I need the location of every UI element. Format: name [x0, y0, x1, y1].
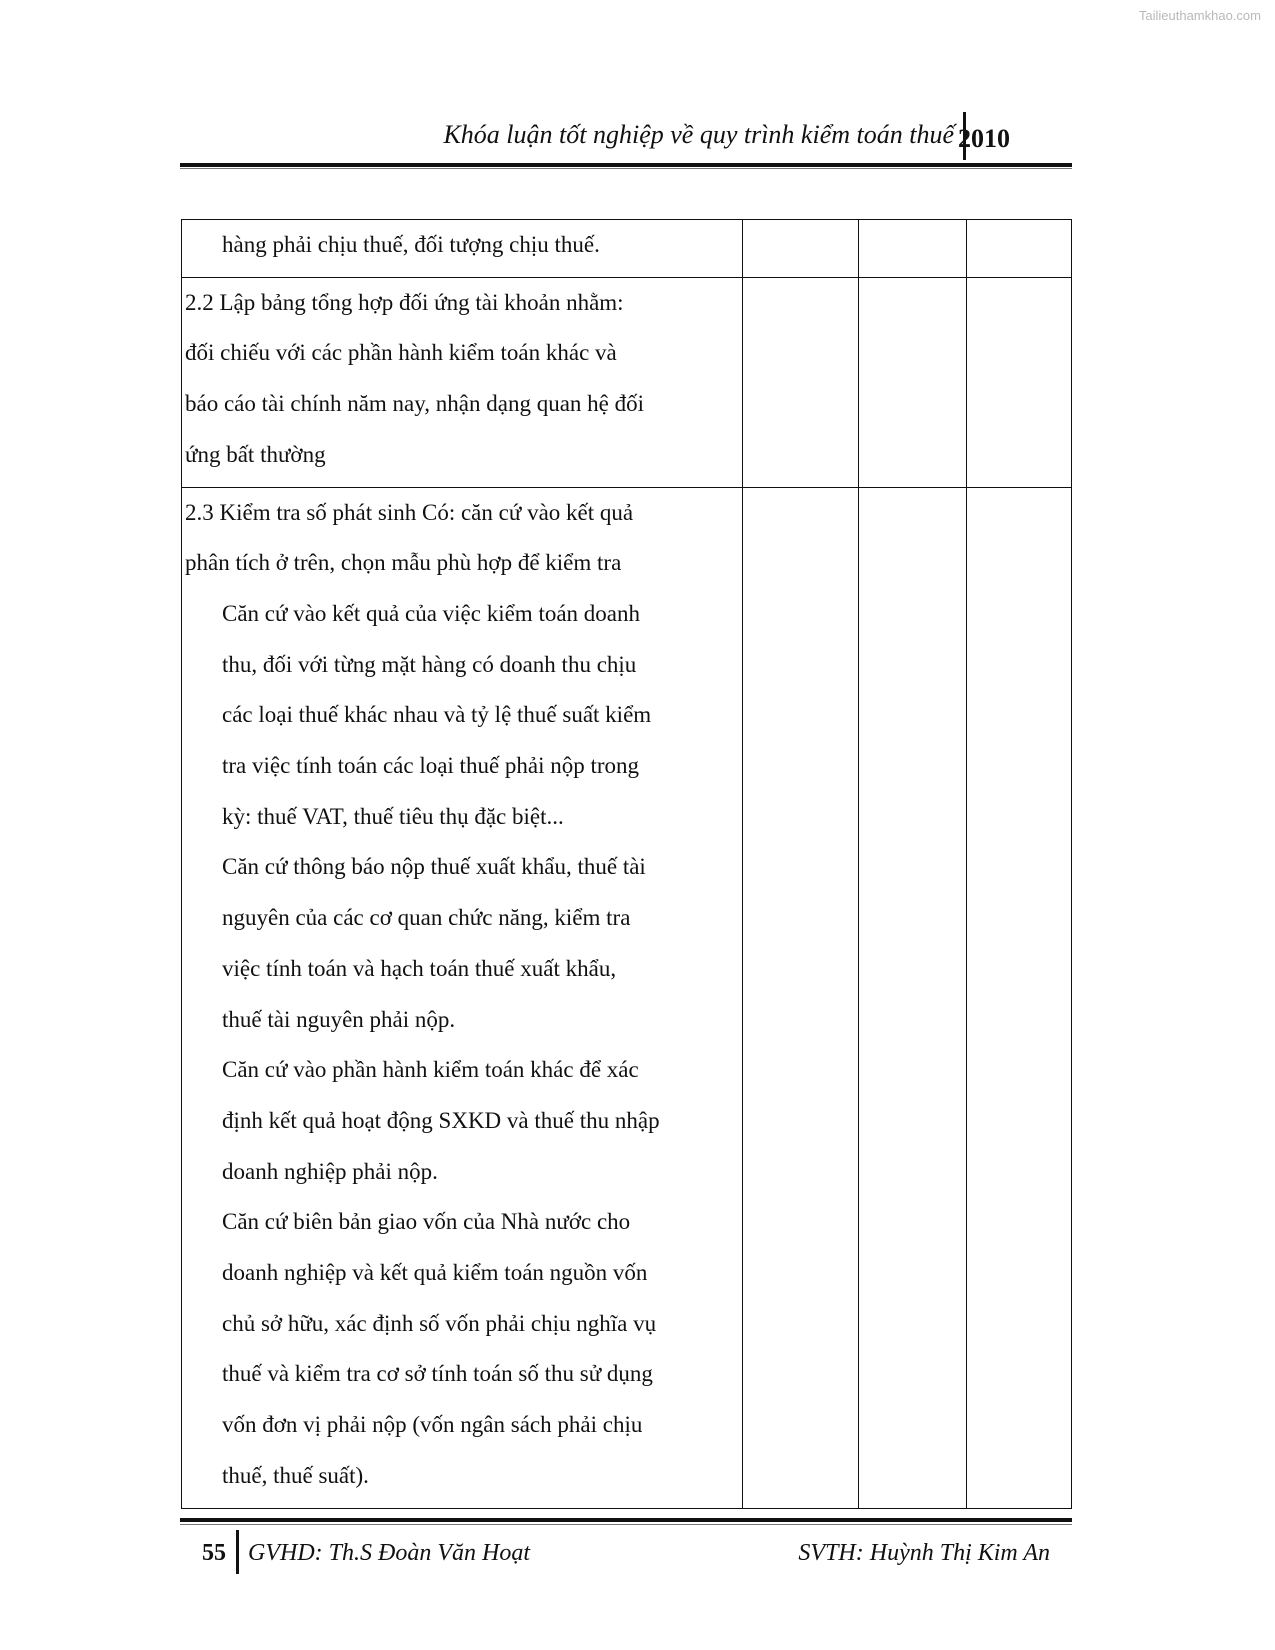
procedure-item-line: các loại thuế khác nhau và tỷ lệ thuế suất kiểm	[222, 702, 652, 728]
table-row	[182, 277, 1072, 487]
footer-rule	[180, 1518, 1072, 1522]
empty-cell	[859, 220, 967, 278]
procedure-cell	[182, 220, 743, 278]
empty-cell	[967, 220, 1072, 278]
procedure-item-line: thu, đối với từng mặt hàng có doanh thu chịu	[222, 651, 637, 677]
header-rule-thin	[180, 168, 1072, 169]
header-title: Khóa luận tốt nghiệp về quy trình kiểm toán thuế	[443, 120, 954, 149]
procedure-item-line: Căn cứ thông báo nộp thuế xuất khẩu, thuế tài	[222, 854, 646, 880]
procedure-item-line: việc tính toán và hạch toán thuế xuất khẩu,	[222, 955, 617, 981]
table-row	[182, 220, 1072, 278]
empty-cell	[967, 277, 1072, 487]
page-footer	[180, 1530, 1072, 1578]
procedure-line: hàng phải chịu thuế, đối tượng chịu thuế.	[222, 232, 600, 257]
procedure-item-line: vốn đơn vị phải nộp (vốn ngân sách phải chịu	[222, 1412, 643, 1438]
procedure-item-line: nguyên của các cơ quan chức năng, kiểm tra	[222, 905, 631, 931]
procedure-item-line: thuế và kiểm tra cơ sở tính toán số thu sử dụng	[222, 1361, 653, 1387]
empty-cell	[967, 487, 1072, 1508]
advisor-name: GVHD: Th.S Đoàn Văn Hoạt	[248, 1540, 530, 1566]
procedure-item-line: chủ sở hữu, xác định số vốn phải chịu nghĩa vụ	[222, 1310, 657, 1336]
page-header	[180, 112, 1072, 164]
student-name: SVTH: Huỳnh Thị Kim An	[798, 1540, 1050, 1566]
procedure-item-line: Căn cứ vào phần hành kiểm toán khác để xác	[222, 1057, 639, 1083]
audit-procedure-table	[181, 219, 1072, 1509]
procedure-line: phân tích ở trên, chọn mẫu phù hợp để kiểm tra	[185, 550, 622, 576]
procedure-item-line: định kết quả hoạt động SXKD và thuế thu nhập	[222, 1107, 660, 1133]
procedure-item-line: thuế tài nguyên phải nộp.	[222, 1006, 456, 1032]
procedure-line: báo cáo tài chính năm nay, nhận dạng quan hệ đối	[185, 391, 645, 417]
footer-rule-thin	[180, 1524, 1072, 1525]
page-number: 55	[202, 1540, 226, 1566]
header-rule	[180, 163, 1072, 167]
procedure-item-line: Căn cứ biên bản giao vốn của Nhà nước cho	[222, 1209, 631, 1235]
watermark: Tailieuthamkhao.com	[1138, 8, 1261, 23]
table-row	[182, 487, 1072, 1508]
procedure-cell	[182, 487, 743, 1508]
empty-cell	[743, 277, 859, 487]
procedure-line: 2.2 Lập bảng tổng hợp đối ứng tài khoản nhằm:	[185, 289, 624, 315]
empty-cell	[859, 277, 967, 487]
procedure-item-line: doanh nghiệp và kết quả kiểm toán nguồn vốn	[222, 1260, 648, 1286]
procedure-item-line: doanh nghiệp phải nộp.	[222, 1158, 438, 1184]
empty-cell	[743, 220, 859, 278]
procedure-line: ứng bất thường	[185, 441, 326, 467]
procedure-item-line: kỳ: thuế VAT, thuế tiêu thụ đặc biệt...	[222, 803, 564, 829]
empty-cell	[859, 487, 967, 1508]
procedure-line: 2.3 Kiểm tra số phát sinh Có: căn cứ vào kết quả	[185, 499, 634, 525]
empty-cell	[743, 487, 859, 1508]
procedure-line: đối chiếu với các phần hành kiểm toán khác và	[185, 340, 617, 366]
footer-separator	[236, 1530, 239, 1574]
procedure-item-line: Căn cứ vào kết quả của việc kiểm toán doanh	[222, 600, 641, 626]
header-year: 2010	[958, 124, 1010, 153]
procedure-cell	[182, 277, 743, 487]
procedure-item-line: tra việc tính toán các loại thuế phải nộp trong	[222, 753, 640, 779]
procedure-item-line: thuế, thuế suất).	[222, 1462, 369, 1488]
